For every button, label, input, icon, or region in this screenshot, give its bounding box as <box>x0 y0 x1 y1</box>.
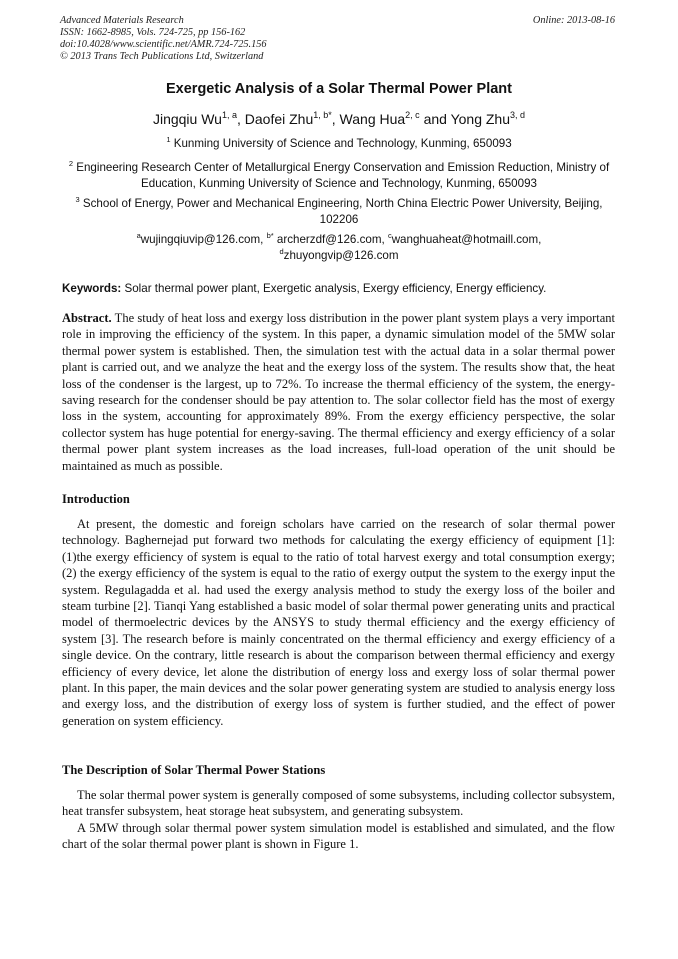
abstract-label: Abstract. <box>62 311 112 325</box>
email-link[interactable]: wujingqiuvip@126.com, <box>140 233 267 246</box>
introduction-body <box>62 516 615 729</box>
description-paragraph: The solar thermal power system is generally composed of some subsystems, including collector subsystem, heat transfer subsystem, heat storage heat subsystem, and generating subsystem. <box>62 788 615 819</box>
doi-line[interactable]: doi:10.4028/www.scientific.net/AMR.724-725.156 <box>60 39 267 50</box>
section-heading-description: The Description of Solar Thermal Power Stations <box>62 763 326 777</box>
keywords-text: Solar thermal power plant, Exergetic analysis, Exergy efficiency, Energy efficiency. <box>121 282 547 295</box>
author-affiliation-mark: 1, b* <box>313 110 332 120</box>
keywords <box>62 282 616 296</box>
affiliation-3 <box>62 196 616 228</box>
email-link[interactable]: wanghuaheat@hotmaill.com, <box>391 233 542 246</box>
affiliation-1 <box>62 136 616 152</box>
author-affiliation-mark: 2, c <box>405 110 420 120</box>
author-emails <box>62 232 616 264</box>
copyright-line: © 2013 Trans Tech Publications Ltd, Switzerland <box>60 51 264 62</box>
section-heading-introduction: Introduction <box>62 492 130 506</box>
author-name: Daofei Zhu <box>244 111 314 127</box>
email-mark: b* <box>266 231 274 240</box>
paper-title: Exergetic Analysis of a Solar Thermal Power Plant <box>166 81 512 97</box>
author-separator: and <box>419 111 451 127</box>
description-paragraph: A 5MW through solar thermal power system simulation model is established and simulated, and the flow chart of the solar thermal power plant is shown in Figure 1. <box>62 820 615 852</box>
email-mark: d <box>279 247 284 256</box>
journal-metadata <box>60 15 267 63</box>
email-mark: c <box>387 231 392 240</box>
issn-line: ISSN: 1662-8985, Vols. 724-725, pp 156-162 <box>60 27 246 38</box>
affiliation-number: 2 <box>68 159 73 168</box>
email-link[interactable]: archerzdf@126.com, <box>273 233 388 246</box>
description-body <box>62 787 615 853</box>
author-affiliation-mark: 1, a <box>221 110 237 120</box>
email-mark: a <box>136 231 141 240</box>
journal-name: Advanced Materials Research <box>60 15 184 26</box>
affiliation-number: 1 <box>166 135 171 144</box>
affiliation-2 <box>62 160 616 192</box>
abstract-text: The study of heat loss and exergy loss distribution in the power plant system plays a very important role in improving the efficiency of the system. In this paper, a dynamic simulation model of the 5MW solar thermal power system is established. Then, the simulation test with the actual data in a solar thermal power plant is carried out, and we analyze the heat and the exergy loss of the system. The results show that, the heat loss of the condenser is the largest, up to 72%. To increase the thermal efficiency of the system, the energy-saving research for the condenser should be pay attention to. The solar collector field has the most of exergy loss in the system, accounting for approximately 89%. From the exergy efficiency perspective, the solar collector system has huge potential for energy-saving. The thermal efficiency and exergy efficiency of a solar thermal power plant system increases as the load increases, full-load operation of the unit should be maintained as much as possible. <box>62 311 615 473</box>
affiliation-text: School of Energy, Power and Mechanical Engineering, North China Electric Power University, Beijing, 102206 <box>82 197 603 226</box>
email-link[interactable]: zhuyongvip@126.com <box>283 249 399 262</box>
affiliation-text: Kunming University of Science and Technology, Kunming, 650093 <box>173 137 512 150</box>
keywords-label: Keywords: <box>62 282 122 295</box>
author-name: Yong Zhu <box>450 111 511 127</box>
abstract <box>62 310 615 474</box>
affiliation-number: 3 <box>75 195 80 204</box>
author-name: Jingqiu Wu <box>152 111 222 127</box>
introduction-paragraph: At present, the domestic and foreign scholars have carried on the research of solar thermal power technology. Baghernejad put forward two methods for calculating the exergy efficiency of equipment [1]: (1)the exergy efficiency of system is equal to the ratio of total harvest exergy and total consumption exergy; (2) the exergy efficiency of the system is equal to the ratio of exergy output the system to the exergy input the system. Regulagadda et al. had used the exergy analysis method to study the exergy loss of the boiler and steam turbine [2]. Tianqi Yang established a basic model of solar thermal power generating units and practical model of thermoelectric devices by the ANSYS to study thermal efficiency and the exergy efficiency of system [3]. The research before is mainly concentrated on the thermal efficiency and exergy efficiency of a single device. On the contrary, little research is about the comparison between thermal efficiency and exergy efficiency of every device, let alone the distribution of energy loss and exergy loss of solar thermal power plant. In this paper, the main devices and the solar power generating system are studied to analysis energy loss and exergy loss, and the distribution of exergy loss of system is further studied, and the effect of power generation on system efficiency. <box>62 517 615 728</box>
affiliation-text: Engineering Research Center of Metallurgical Energy Conservation and Emission Reduction, Ministry of Education, Kunming University of Science and Technology, Kunming, 650093 <box>76 161 610 190</box>
author-name: Wang Hua <box>339 111 406 127</box>
online-date: Online: 2013-08-16 <box>532 15 615 26</box>
author-separator: , <box>331 111 340 127</box>
author-separator: , <box>236 111 245 127</box>
author-list <box>0 111 678 127</box>
author-affiliation-mark: 3, d <box>510 110 526 120</box>
